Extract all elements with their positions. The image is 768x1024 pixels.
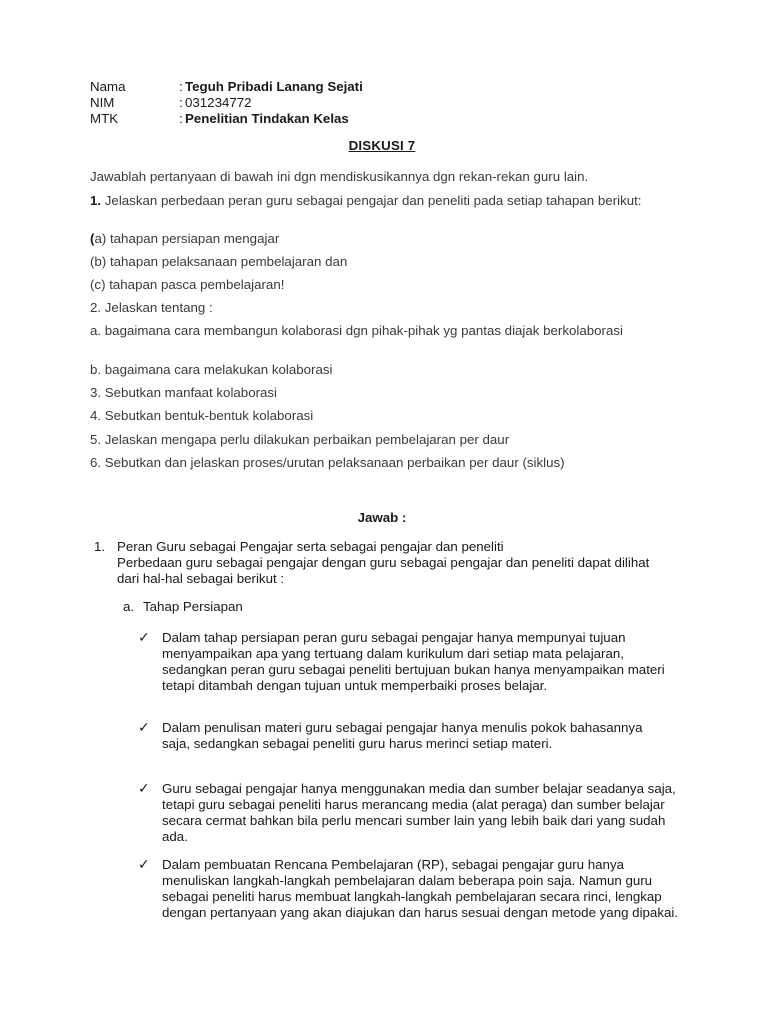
mtk-label: MTK xyxy=(90,111,119,126)
question-3: 3. Sebutkan manfaat kolaborasi xyxy=(90,385,278,400)
check-icon: ✓ xyxy=(138,719,150,735)
nim-value: 031234772 xyxy=(185,95,252,110)
question-2: 2. Jelaskan tentang : xyxy=(90,300,213,315)
check-icon: ✓ xyxy=(138,780,150,796)
answer-1-heading: Peran Guru sebagai Pengajar serta sebagai pengajar dan peneliti xyxy=(117,539,504,554)
page-title-text: DISKUSI 7 xyxy=(348,138,416,153)
question-1a-text: a) tahapan persiapan mengajar xyxy=(94,231,280,246)
name-label: Nama xyxy=(90,79,126,94)
answer-1-number: 1. xyxy=(94,539,106,554)
sub-item-a-marker: a. xyxy=(123,599,135,614)
mtk-colon: : xyxy=(179,111,183,126)
bullet-item-1: Dalam tahap persiapan peran guru sebagai pengajar hanya mempunyai tujuan menyampaikan apa yang tertuang dalam kurikulum dari setiap mata pelajaran, sedangkan peran guru sebagai peneliti bertujuan bukan hanya menyampaikan materi tetapi ditambah dengan tujuan untuk memperbaiki proses belajar. xyxy=(162,630,665,693)
question-5: 5. Jelaskan mengapa perlu dilakukan perbaikan pembelajaran per daur xyxy=(90,432,510,447)
sub-item-a-label: Tahap Persiapan xyxy=(143,599,243,614)
check-icon: ✓ xyxy=(138,629,150,645)
question-1-number: 1. xyxy=(90,193,102,208)
answer-heading xyxy=(0,510,768,526)
bullet-item-4: Dalam pembuatan Rencana Pembelajaran (RP), sebagai pengajar guru hanya menuliskan langkah-langkah pembelajaran dalam beberapa poin saja. Namun guru sebagai peneliti harus membuat langkah-langkah pembelajaran secara rinci, lengkap dengan pertanyaan yang akan diajukan dan harus sesuai dengan metode yang dipakai. xyxy=(162,857,679,920)
question-1a-paren: ( xyxy=(90,231,95,246)
question-1 xyxy=(90,193,690,209)
answer-heading-text: Jawab : xyxy=(357,510,407,525)
question-2a: a. bagaimana cara membangun kolaborasi dgn pihak-pihak yg pantas diajak berkolaborasi xyxy=(90,323,623,338)
name-value: Teguh Pribadi Lanang Sejati xyxy=(185,79,363,94)
intro-text: Jawablah pertanyaan di bawah ini dgn mendiskusikannya dgn rekan-rekan guru lain. xyxy=(90,169,589,184)
question-1c: (c) tahapan pasca pembelajaran! xyxy=(90,277,285,292)
sub-item-a xyxy=(123,599,243,615)
nim-label: NIM xyxy=(90,95,115,110)
question-1-text: Jelaskan perbedaan peran guru sebagai pengajar dan peneliti pada setiap tahapan berikut: xyxy=(101,193,642,208)
answer-1-intro: Perbedaan guru sebagai pengajar dengan guru sebagai pengajar dan peneliti dapat dilihat dari hal-hal sebagai berikut : xyxy=(117,555,650,586)
page-title xyxy=(0,138,768,154)
question-4: 4. Sebutkan bentuk-bentuk kolaborasi xyxy=(90,408,314,423)
question-1b: (b) tahapan pelaksanaan pembelajaran dan xyxy=(90,254,348,269)
question-1a xyxy=(90,231,690,247)
bullet-item-2: Dalam penulisan materi guru sebagai pengajar hanya menulis pokok bahasannya saja, sedangkan sebagai peneliti guru harus merinci setiap materi. xyxy=(162,720,643,751)
nim-colon: : xyxy=(179,95,183,110)
question-6: 6. Sebutkan dan jelaskan proses/urutan pelaksanaan perbaikan per daur (siklus) xyxy=(90,455,565,470)
bullet-item-3: Guru sebagai pengajar hanya menggunakan media dan sumber belajar seadanya saja, tetapi guru sebagai peneliti harus merancang media (alat peraga) dan sumber belajar secara cermat bahkan bila perlu mencari sumber lain yang lebih baik dari yang sudah ada. xyxy=(162,781,676,844)
question-2b: b. bagaimana cara melakukan kolaborasi xyxy=(90,362,333,377)
name-colon: : xyxy=(179,79,183,94)
check-icon: ✓ xyxy=(138,856,150,872)
mtk-value: Penelitian Tindakan Kelas xyxy=(185,111,349,126)
